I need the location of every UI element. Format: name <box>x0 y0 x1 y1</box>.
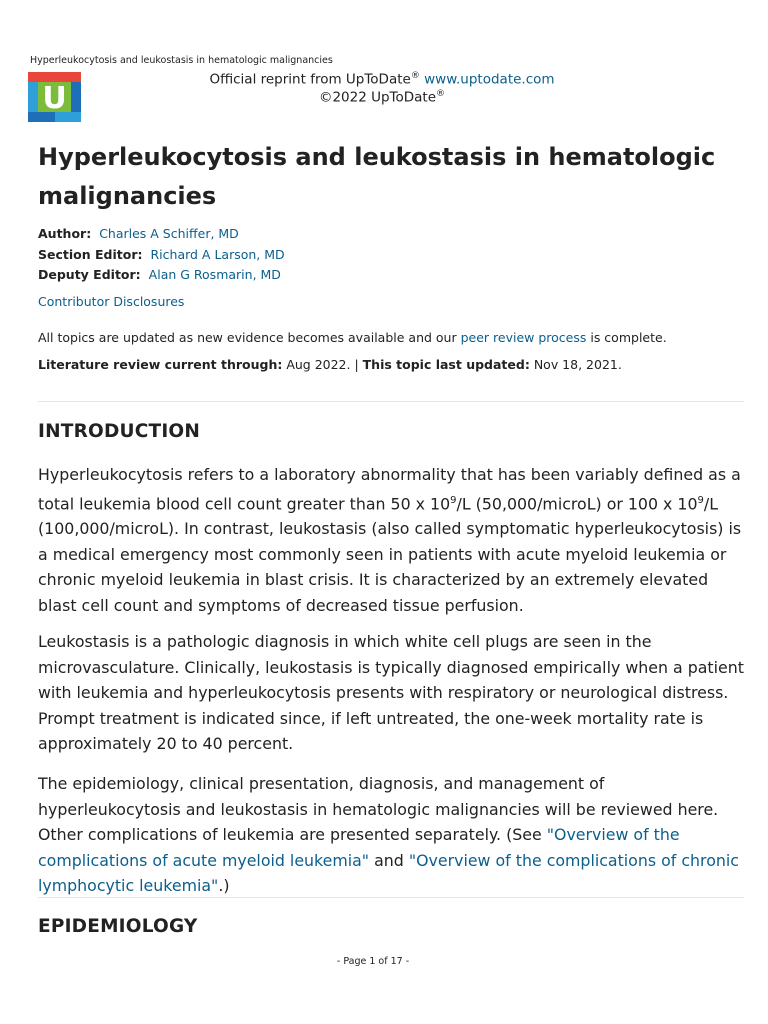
p1-text-b: /L (50,000/microL) or 100 x 10 <box>456 493 698 513</box>
divider <box>38 897 744 898</box>
update-notice <box>38 330 667 345</box>
p1-text-a: Hyperleukocytosis refers to a laboratory abnormality that has been variably defined as a total leukemia blood cell count greater than 50 x 10 <box>38 465 741 513</box>
section-editor-label: Section Editor: <box>38 246 143 262</box>
copyright-line <box>0 89 764 106</box>
peer-review-link[interactable]: peer review process <box>460 330 587 345</box>
copyright-reg: ® <box>436 89 446 99</box>
deputy-editor-link[interactable]: Alan G Rosmarin, MD <box>148 267 281 282</box>
divider <box>38 401 744 402</box>
copyright-text: ©2022 UpToDate <box>318 89 437 106</box>
epidemiology-heading: EPIDEMIOLOGY <box>38 916 198 937</box>
uptodate-url-link[interactable]: www.uptodate.com <box>424 71 555 88</box>
review-dates <box>38 357 622 372</box>
p1-text-c: /L (100,000/microL). In contrast, leukostasis (also called symptomatic hyperleukocytosis) is a medical emergency most commonly seen in patients with acute myeloid leukemia or chronic myeloid leukemia in blast crisis. It is characterized by an extremely elevated blast cell count and symptoms of decreased tissue perfusion. <box>38 493 742 615</box>
section-editor-row <box>38 245 285 266</box>
section-editor-link[interactable]: Richard A Larson, MD <box>150 246 285 262</box>
author-link[interactable]: Charles A Schiffer, MD <box>99 226 239 241</box>
p1-sup-2: 9 <box>697 494 704 506</box>
p3-text-end: .) <box>218 876 230 895</box>
intro-paragraph-1 <box>38 462 744 618</box>
introduction-heading: INTRODUCTION <box>38 421 201 442</box>
page-title: Hyperleukocytosis and leukostasis in hematologic malignancies <box>38 143 716 210</box>
update-notice-text: All topics are updated as new evidence becomes available and our <box>38 330 461 345</box>
p3-text-a: The epidemiology, clinical presentation, diagnosis, and management of hyperleukocytosis and leukostasis in hematologic malignancies will be reviewed here. Other complications of leukemia are presented separately. (See <box>38 774 719 844</box>
lit-review-value: Aug 2022. | <box>282 357 363 372</box>
reprint-prefix: Official reprint from UpToDate <box>209 71 411 88</box>
author-label: Author: <box>38 226 92 241</box>
p1-sup-1: 9 <box>450 494 457 506</box>
deputy-editor-row <box>38 265 285 286</box>
contributor-disclosures-link[interactable]: Contributor Disclosures <box>38 294 185 309</box>
page-footer: - Page 1 of 17 - <box>336 956 410 967</box>
intro-paragraph-2: Leukostasis is a pathologic diagnosis in which white cell plugs are seen in the microvasculature. Clinically, leukostasis is typically diagnosed empirically when a patient with leukemia and hyperleukocytosis presents with respiratory or neurological distress. Prompt treatment is indicated since, if left untreated, the one-week mortality rate is approximately 20 to 40 percent. <box>38 632 744 753</box>
aml-complications-link[interactable]: "Overview of the complications of acute myeloid leukemia" <box>38 825 680 870</box>
running-head: Hyperleukocytosis and leukostasis in hematologic malignancies <box>30 55 333 66</box>
credits <box>38 224 285 286</box>
p3-text-mid: and <box>369 850 409 870</box>
update-notice-end: is complete. <box>586 330 667 345</box>
lit-review-label: Literature review current through: <box>38 357 283 372</box>
topic-updated-value: Nov 18, 2021. <box>529 357 622 372</box>
logo-letter: U <box>42 81 67 116</box>
reprint-line <box>0 71 764 88</box>
reprint-reg: ® <box>410 71 420 81</box>
intro-paragraph-3 <box>38 771 744 899</box>
deputy-editor-label: Deputy Editor: <box>38 267 141 282</box>
author-row <box>38 224 285 245</box>
topic-updated-label: This topic last updated: <box>362 357 530 372</box>
cll-complications-link[interactable]: "Overview of the complications of chronic lymphocytic leukemia" <box>38 850 739 895</box>
